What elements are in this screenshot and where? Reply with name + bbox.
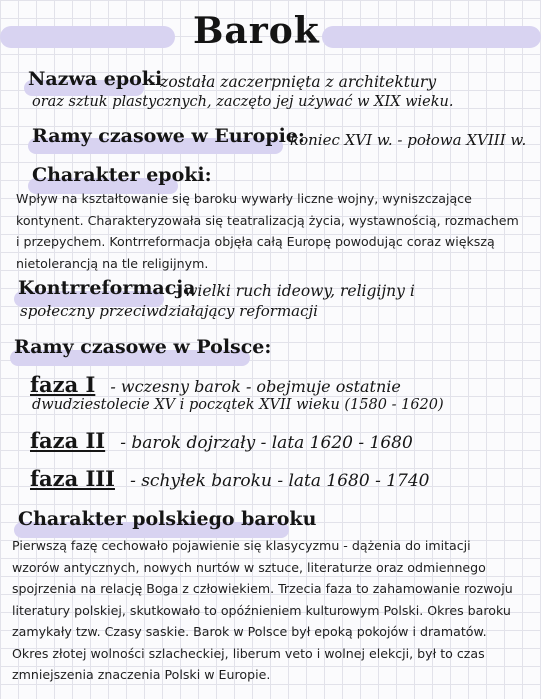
- ramy-europa-value: koniec XVI w. - połowa XVIII w.: [290, 131, 527, 149]
- ramy-europa-label: Ramy czasowe w Europie:: [32, 125, 305, 147]
- charakter-label: Charakter epoki:: [32, 164, 212, 186]
- faza-2-name: faza II: [30, 428, 106, 453]
- nazwa-label: Nazwa epoki: [28, 68, 163, 90]
- charakter-pl-text: Pierwszą fazę cechowało pojawienie się klasycyzmu - dążenia do imitacji wzorów antycznych, nowych nurtów w sztuce, literaturze oraz odmiennego spojrzenia na relację Boga z człowiekiem. Trzecia faza to zahamowanie rozwoju literatury polskiej, skutkowało to opóźnieniem kulturowym Polski. Okres baroku zamykały tzw. Czasy saskie. Barok w Polsce był epoką pokojów i dramatów. Okres złotej wolności szlacheckiej, liberum veto i wolnej elekcji, był to czas zmniejszenia znaczenia Polski w Europie.: [12, 538, 513, 682]
- faza-2-desc: - barok dojrzały - lata 1620 - 1680: [120, 433, 413, 453]
- kontrreformacja-line2: społeczny przeciwdziałający reformacji: [20, 302, 318, 320]
- charakter-pl-label: Charakter polskiego baroku: [18, 508, 317, 530]
- faza-2: [30, 428, 413, 453]
- page-title: Barok: [193, 10, 320, 52]
- nazwa-line1: - została zaczerpnięta z architektury: [150, 73, 437, 91]
- faza-1: [30, 372, 401, 397]
- kontrreformacja-line1: - wielki ruch ideowy, religijny i: [174, 282, 415, 300]
- header-bar-left: [0, 26, 175, 48]
- faza-3-desc: - schyłek baroku - lata 1680 - 1740: [130, 471, 430, 491]
- nazwa-line2: oraz sztuk plastycznych, zaczęto jej używać w XIX wieku.: [32, 94, 454, 110]
- charakter-text: Wpływ na kształtowanie się baroku wywarły liczne wojny, wyniszczające kontynent. Charakteryzowała się teatralizacją życia, wystawnością, rozmachem i przepychem. Kontrreformacja objęła całą Europę powodując coraz większą nietolerancją na tle religijnym.: [16, 191, 519, 271]
- kontrreformacja-label: Kontrreformacja: [18, 277, 196, 299]
- faza-1-desc2: dwudziestolecie XV i początek XVII wieku (1580 - 1620): [32, 397, 444, 413]
- faza-1-name: faza I: [30, 372, 96, 397]
- faza-3: [30, 466, 430, 491]
- faza-1-desc: - wczesny barok - obejmuje ostatnie: [110, 377, 401, 396]
- header-bar-right: [322, 26, 541, 48]
- ramy-polska-label: Ramy czasowe w Polsce:: [14, 336, 272, 358]
- faza-3-name: faza III: [30, 466, 115, 491]
